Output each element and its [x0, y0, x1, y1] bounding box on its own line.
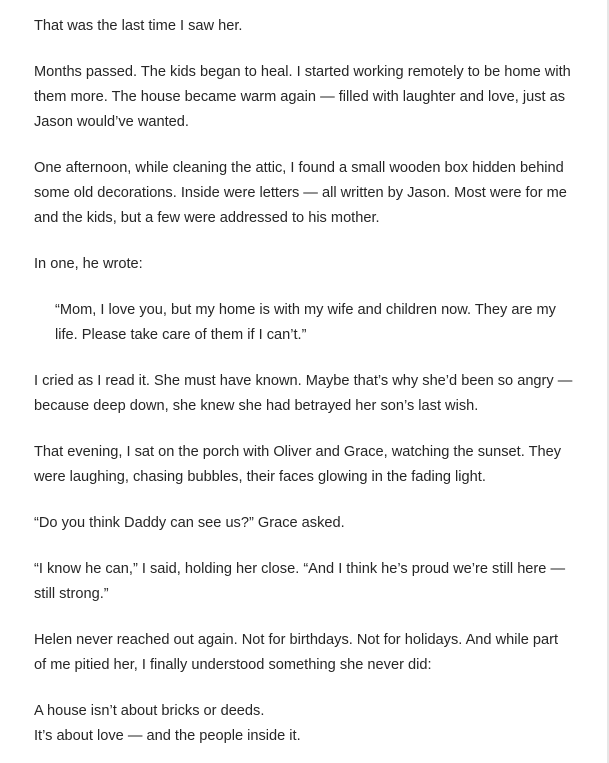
paragraph-helen: Helen never reached out again. Not for birthdays. Not for holidays. And while part of me pitied her, I finally understood something she never did: — [34, 632, 559, 673]
paragraph-attic-letters: One afternoon, while cleaning the attic, I found a small wooden box hidden behind some old decorations. Inside were letters — all written by Jason. Most were for me and the kids, but a few were addressed to his mother. — [34, 160, 567, 226]
story-article — [34, 14, 574, 749]
paragraph-grace-question: “Do you think Daddy can see us?” Grace asked. — [34, 515, 345, 531]
paragraph-reply: “I know he can,” I said, holding her close. “And I think he’s proud we’re still here — still strong.” — [34, 561, 566, 602]
closing-line-2: It’s about love — and the people inside it. — [34, 728, 301, 744]
closing-line-1: A house isn’t about bricks or deeds. — [34, 703, 265, 719]
paragraph-in-one-he-wrote: In one, he wrote: — [34, 256, 143, 272]
letter-quote-text: “Mom, I love you, but my home is with my wife and children now. They are my life. Please take care of them if I can’t.” — [55, 302, 556, 343]
paragraph-porch-sunset: That evening, I sat on the porch with Oliver and Grace, watching the sunset. They were laughing, chasing bubbles, their faces glowing in the fading light. — [34, 444, 562, 485]
paragraph-last-time: That was the last time I saw her. — [34, 18, 243, 34]
letter-quote — [34, 298, 574, 348]
closing-paragraph — [34, 699, 574, 749]
paragraph-cried: I cried as I read it. She must have known. Maybe that’s why she’d been so angry — because deep down, she knew she had betrayed her son’s last wish. — [34, 373, 573, 414]
paragraph-months-passed: Months passed. The kids began to heal. I started working remotely to be home with them more. The house became warm again — filled with laughter and love, just as Jason would’ve wanted. — [34, 64, 571, 130]
